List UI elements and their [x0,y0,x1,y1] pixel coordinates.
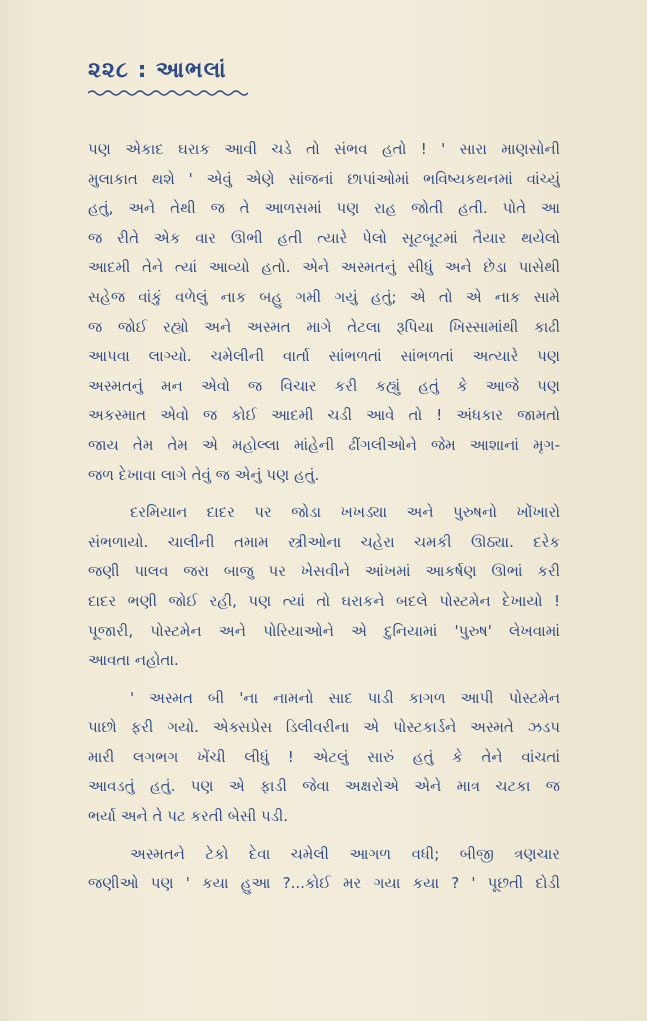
text-line: જણીઓ પણ ' કયા હુઆ ?...કોઈ મર ગયા કયા ? ' પૂછતી દોડી [88,874,560,893]
text-line: જ જોઈ રહ્યો અને અસ્મત માગે તેટલા રૂપિયા ખિસ્સામાંથી કાઢી [88,317,560,336]
text-line: પૂજારી, પોસ્ટમેન અને પોરિયાઓને એ દુનિયામાં 'પુરુષ' લેખવામાં [88,621,560,640]
text-line: પાછો ફરી ગયો. એક્સપ્રેસ ડિલીવરીના એ પોસ્ટકાર્ડને અસ્મતે ઝડપ [88,718,560,737]
paragraph-2 [88,498,560,676]
paragraph-1 [88,135,560,490]
text-line: જણી પાલવ જરા બાજુ પર ખેસવીને આંખમાં આકર્ષણ ઊભાં કરી [88,562,560,581]
text-line: અસ્મતનું મન એવો જ વિચાર કરી કહ્યું હતું કે આજે પણ [88,376,560,395]
text-line: આપવા લાગ્યો. ચમેલીની વાર્તા સાંભળતાં સાંભળતાં અત્યારે પણ [88,347,560,366]
body-text [88,135,560,907]
wavy-underline-ornament [88,89,248,97]
text-line: સહેજ વાંકું વળેલું નાક બહુ ગમી ગયું હતું; એ તો એ નાક સામે [88,287,560,306]
text-line: અસ્મતને ટેકો દેવા ચમેલી આગળ વધી; બીજી ત્રણચાર [130,844,560,863]
text-line: મારી લગભગ ખેંચી લીધું ! એટલું સારું હતું કે તેને વાંચતાં [88,747,560,766]
text-line: જાય તેમ તેમ એ મહોલ્લા માંહેની ઢીંગલીઓને જેમ આશાનાં મૃગ- [88,435,560,454]
paragraph-3 [88,684,560,832]
text-line: મુલાકાત થશે ' એવું એણે સાંજનાં છાપાંઓમાં ભવિષ્યકથનમાં વાંચ્યું [88,169,560,188]
paragraph-4 [88,840,560,899]
page-number-and-title: ૨૨૮ : આભલાં [88,58,227,83]
text-line: આવડતું હતું. પણ એ ફાડી જેવા અક્ષરોએ એને માત્ર ચટકા જ [88,777,560,796]
text-line: આદમી તેને ત્યાં આવ્યો હતો. એને અસ્મતનું સીધું અને છેડા પાસેથી [88,258,560,277]
text-line: ' અસ્મત બી 'ના નામનો સાદ પાડી કાગળ આપી પોસ્ટમેન [130,688,560,707]
text-line: જ રીતે એક વાર ઊભી હતી ત્યારે પેલો સૂટબૂટમાં તૈયાર થયેલો [88,228,560,247]
text-line: જળ દેખાવા લાગે તેવું જ એનું પણ હતું. [88,465,320,484]
text-line: દરમિયાન દાદર પર જોડા ખખડ્યા અને પુરુષનો ખોંખારો [130,503,560,522]
text-line: આવતા નહોતા. [88,651,179,670]
page-header [88,58,248,108]
text-line: ભર્યા અને તે પટ કરતી બેસી પડી. [88,807,289,826]
text-line: હતું, અને તેથી જ તે આળસમાં પણ રાહ જોતી હતી. પોતે આ [88,199,560,218]
text-line: અકસ્માત એવો જ કોઈ આદમી ચડી આવે તો ! અંધકાર જામતો [88,406,560,425]
text-line: સંભળાયો. ચાલીની તમામ સ્ત્રીઓના ચહેરા ચમકી ઊઠ્યા. દરેક [88,532,560,551]
text-line: પણ એકાદ ઘરાક આવી ચડે તો સંભવ હતો ! ' સારા માણસોની [88,140,560,158]
text-line: દાદર ભણી જોઈ રહી, પણ ત્યાં તો ઘરાકને બદલે પોસ્ટમેન દેખાયો ! [88,591,560,610]
